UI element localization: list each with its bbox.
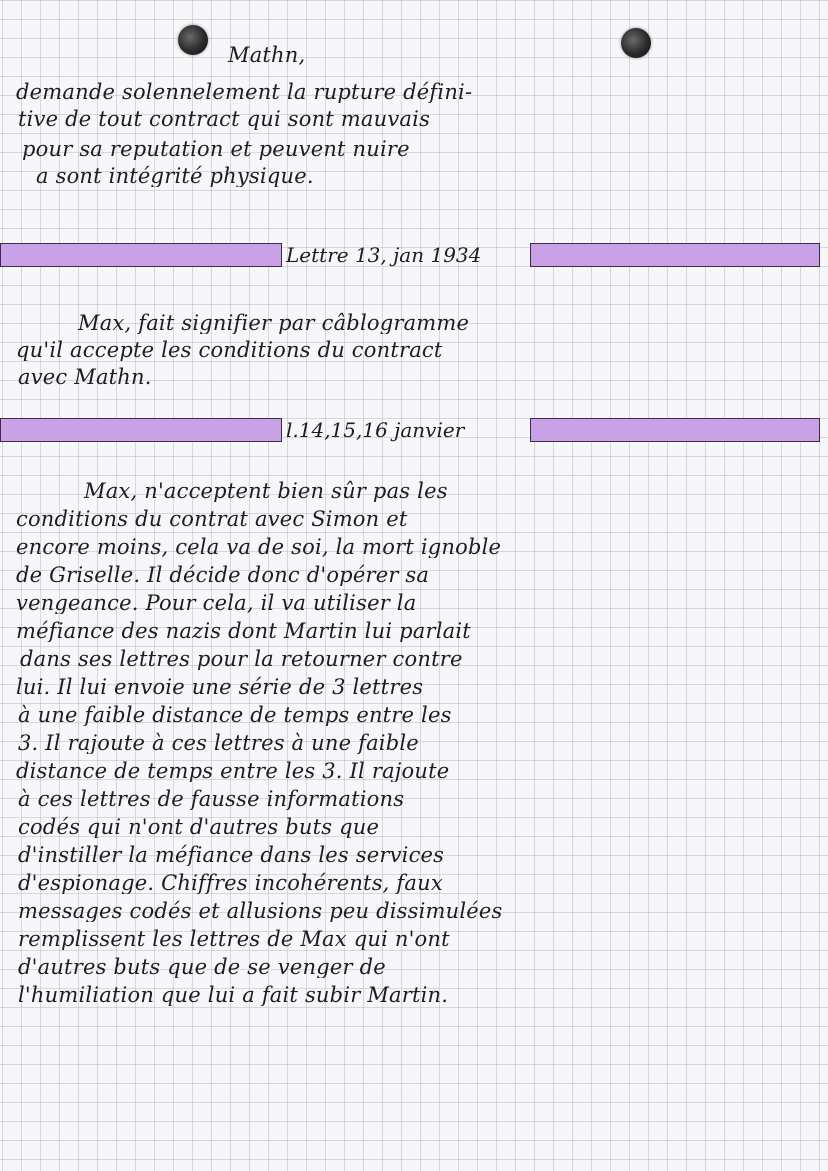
body-line: l'humiliation que lui a fait subir Martin.: [18, 984, 449, 1006]
body-line: remplissent les lettres de Max qui n'ont: [18, 928, 450, 950]
intro-line: demande solennelement la rupture défini-: [16, 81, 473, 103]
body-line: méfiance des nazis dont Martin lui parlait: [16, 620, 471, 642]
intro-line: Mathn,: [228, 44, 306, 66]
body-line: messages codés et allusions peu dissimulées: [18, 900, 503, 922]
body-line: d'instiller la méfiance dans les services: [18, 844, 445, 866]
body-line: à une faible distance de temps entre les: [18, 704, 452, 726]
body-line: d'autres buts que de se venger de: [18, 956, 386, 978]
section-header-lettre-13: [0, 238, 828, 272]
highlight-bar-left: [0, 418, 282, 442]
highlight-bar-right: [530, 243, 820, 267]
body-line: distance de temps entre les 3. Il rajoute: [16, 760, 450, 782]
body-line: à ces lettres de fausse informations: [18, 788, 405, 810]
intro-line: pour sa reputation et peuvent nuire: [22, 138, 410, 160]
body-line: lui. Il lui envoie une série de 3 lettres: [16, 676, 424, 698]
section-title: Lettre 13, jan 1934: [286, 243, 482, 267]
intro-line: a sont intégrité physique.: [36, 165, 314, 187]
body-line: vengeance. Pour cela, il va utiliser la: [16, 592, 417, 614]
highlight-bar-left: [0, 243, 282, 267]
body-line: Max, n'acceptent bien sûr pas les: [84, 480, 448, 502]
body-line: dans ses lettres pour la retourner contre: [20, 648, 463, 670]
section-header-janvier: [0, 413, 828, 447]
body-line: qu'il accepte les conditions du contract: [16, 339, 443, 361]
body-line: 3. Il rajoute à ces lettres à une faible: [18, 732, 419, 754]
section-title: l.14,15,16 janvier: [286, 418, 465, 442]
body-line: Max, fait signifier par câblogramme: [78, 312, 470, 334]
body-line: d'espionage. Chiffres incohérents, faux: [18, 872, 443, 894]
body-line: de Griselle. Il décide donc d'opérer sa: [16, 564, 430, 586]
highlight-bar-right: [530, 418, 820, 442]
body-line: codés qui n'ont d'autres buts que: [18, 816, 380, 838]
body-line: conditions du contrat avec Simon et: [16, 508, 408, 530]
body-line: avec Mathn.: [18, 366, 152, 388]
body-line: encore moins, cela va de soi, la mort ignoble: [16, 536, 502, 558]
intro-line: tive de tout contract qui sont mauvais: [18, 108, 431, 130]
